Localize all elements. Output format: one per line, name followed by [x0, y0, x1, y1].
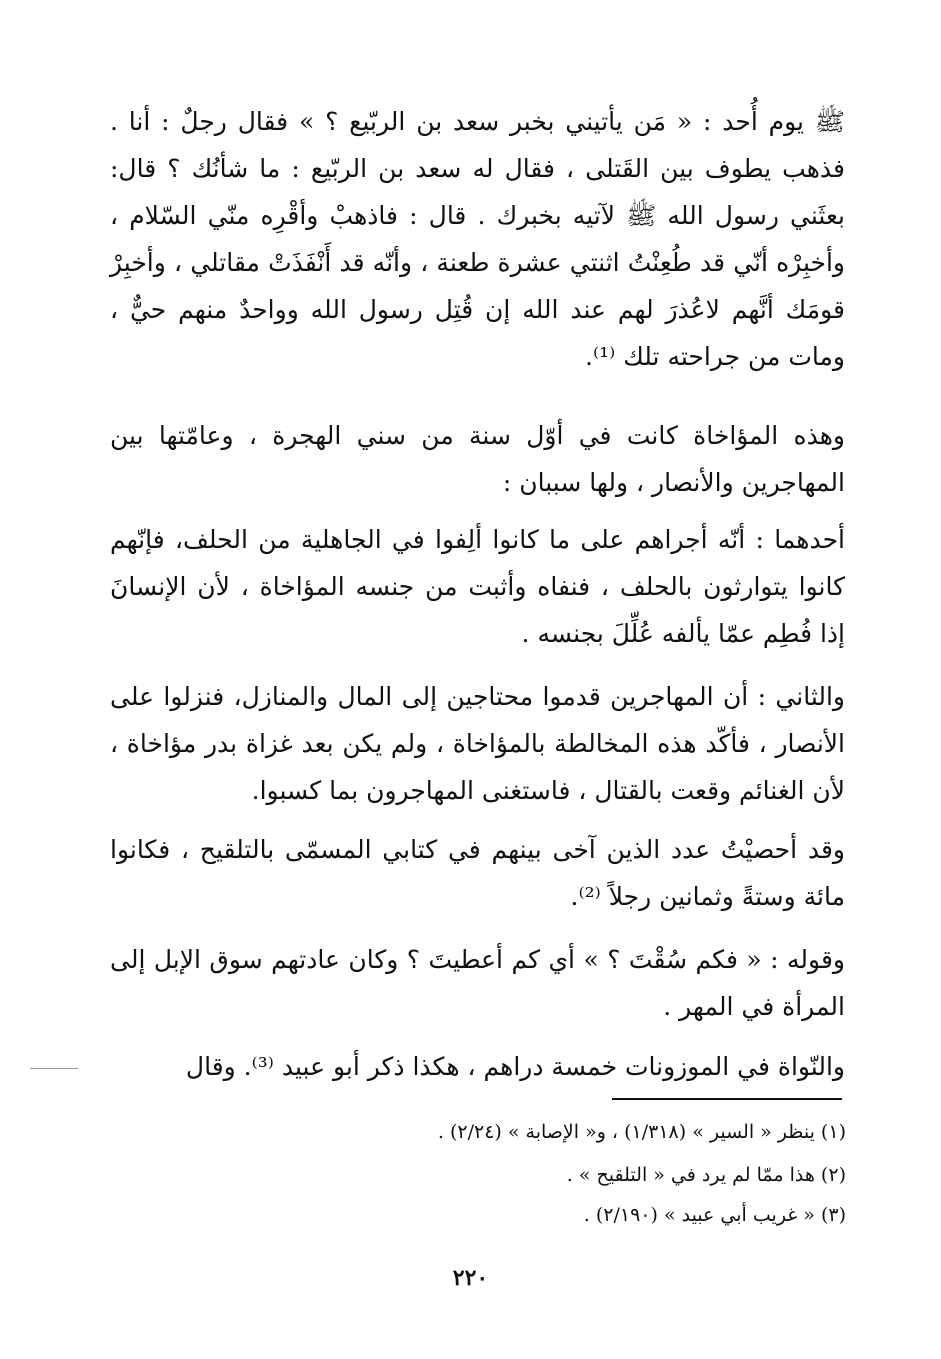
margin-mark [30, 1068, 78, 1069]
paragraph-6: وقوله : « فكم سُقْتَ ؟ » أي كم أعطيتَ ؟ وكان عادتهم سوق الإبل إلى المرأة في المهر . [110, 945, 845, 1021]
paragraph-1: ﷺ يوم أُحد : « مَن يأتيني بخبر سعد بن الربّيع ؟ » فقال رجلٌ : أنا . فذهب يطوف بين القَتلى ، فقال له سعد بن الربّيع : ما شأنُك ؟ قال: بعثَني رسول الله ﷺ لآتيه بخبرك . قال : فاذهبْ وأقْرِه منّي السّلام ، وأخبِرْه أنّي قد طُعِنْتُ اثنتي عشرة طعنة ، وأنّه قد أَنْفَذَتْ مقاتلي ، وأخبِرْ قومَك أنَّهم لاعُذرَ لهم عند الله إن قُتِل رسول الله وواحدٌ منهم حيٌّ ، ومات من جراحته تلك ⁽¹⁾. [110, 107, 845, 371]
paragraph-3: أحدهما : أنّه أجراهم على ما كانوا ألِفوا في الجاهلية من الحلف، فإنّهم كانوا يتوارثون بالحلف ، فنفاه وأثبت من جنسه المؤاخاة ، لأن الإنسانَ إذا فُطِم عمّا يألفه عُلِّلَ بجنسه . [110, 525, 845, 648]
paragraph-7: والنّواة في الموزونات خمسة دراهم ، هكذا ذكر أبو عبيد ⁽³⁾. وقال [185, 1052, 845, 1081]
footnote-separator [612, 1098, 842, 1100]
page-number: ٢٢٠ [452, 1265, 489, 1291]
paragraph-5: وقد أحصيْتُ عدد الذين آخى بينهم في كتابي المسمّى بالتلقيح ، فكانوا مائة وستةً وثمانين رجلاً ⁽²⁾. [110, 835, 845, 911]
footnote-2: (٢) هذا ممّا لم يرد في « التلقيح » . [566, 1164, 846, 1186]
paragraph-4: والثاني : أن المهاجرين قدموا محتاجين إلى المال والمنازل، فنزلوا على الأنصار ، فأكّد هذه المخالطة بالمؤاخاة ، ولم يكن بعد غزاة بدر مؤاخاة ، لأن الغنائم وقعت بالقتال ، فاستغنى المهاجرون بما كسبوا. [110, 682, 845, 805]
footnote-3: (٣) « غريب أبي عبيد » (٢/١٩٠) . [583, 1204, 846, 1226]
footnote-1: (١) ينظر « السير » (١/٣١٨) ، و« الإصابة » (٢/٢٤) . [437, 1121, 846, 1143]
paragraph-2: وهذه المؤاخاة كانت في أوّل سنة من سني الهجرة ، وعامّتها بين المهاجرين والأنصار ، ولها سببان : [110, 421, 845, 497]
